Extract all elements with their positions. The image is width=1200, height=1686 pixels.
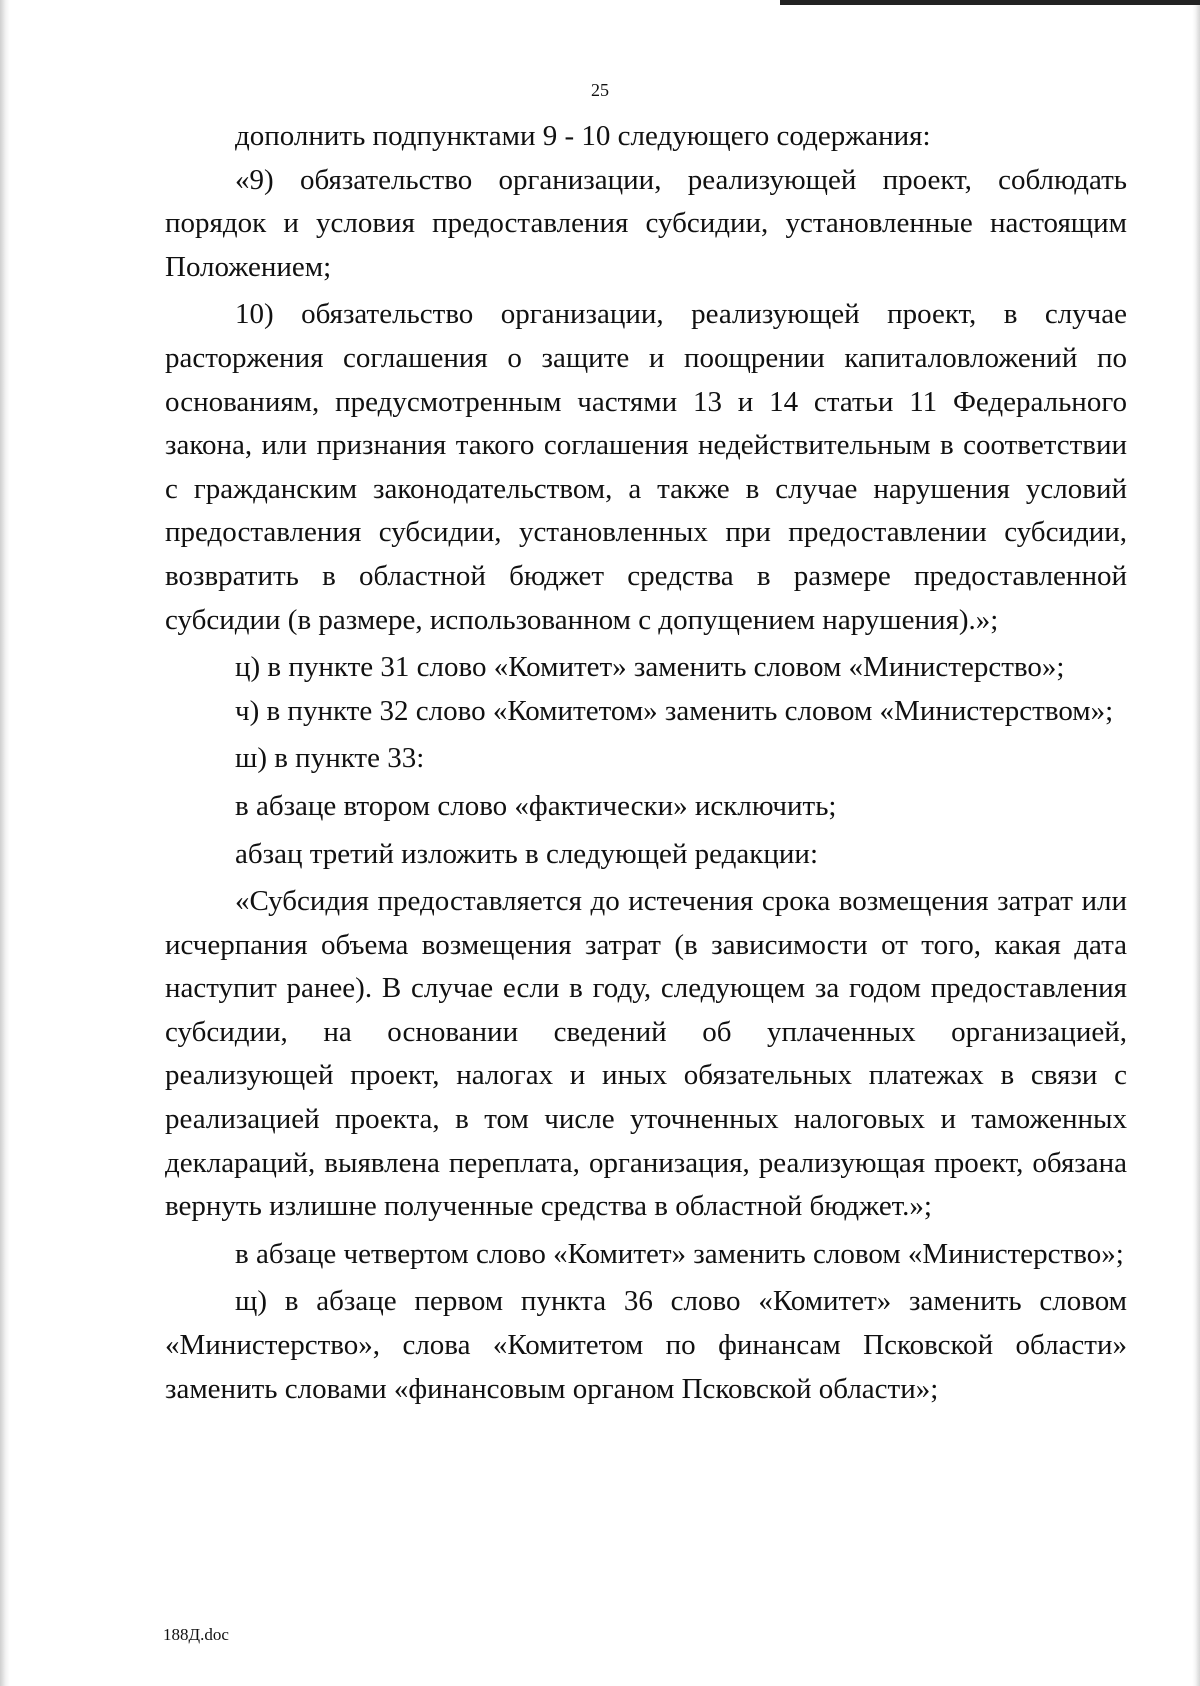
page-number: 25 [591, 80, 609, 100]
scan-edge-right [1192, 0, 1200, 1686]
paragraph-abzac-fourth: в абзаце четвертом слово «Комитет» заменить словом «Министерство»; [235, 1237, 1124, 1270]
document-body [165, 115, 1127, 1411]
paragraph-item-9: «9) обязательство организации, реализующей проект, соблюдать порядок и условия предоставления субсидии, установленные настоящим Положением; [165, 163, 1127, 283]
scan-top-line [780, 0, 1200, 5]
paragraph-intro: дополнить подпунктами 9 - 10 следующего содержания: [235, 120, 931, 152]
paragraph-subitem-ts: ц) в пункте 31 слово «Комитет» заменить словом «Министерство»; [235, 651, 1065, 684]
paragraph-subsidy-text: «Субсидия предоставляется до истечения срока возмещения затрат или исчерпания объема возмещения затрат (в зависимости от того, какая дата наступит ранее). В случае если в году, следующем за годом предоставления субсидии, на основании сведений об уплаченных организацией, реализующей проект, налогах и иных обязательных платежах в связи с реализацией проекта, в том числе уточненных налоговых и таможенных деклараций, выявлена переплата, организация, реализующая проект, обязана вернуть излишне полученные средства в областной бюджет.»; [165, 885, 1127, 1223]
paragraph-abzac-second: в абзаце втором слово «фактически» исключить; [235, 789, 837, 822]
scan-edge-left [0, 0, 10, 1686]
paragraph-abzac-third: абзац третий изложить в следующей редакции: [235, 837, 819, 870]
paragraph-item-10: 10) обязательство организации, реализующей проект, в случае расторжения соглашения о защите и поощрении капиталовложений по основаниям, предусмотренным частями 13 и 14 статьи 11 Федерального закона, или признания такого соглашения недействительным в соответствии с гражданским законодательством, а также в случае нарушения условий предоставления субсидии, установленных при предоставлении субсидии, возвратить в областной бюджет средства в размере предоставленной субсидии (в размере, использованном с допущением нарушения).»; [165, 298, 1127, 636]
paragraph-subitem-sh: ш) в пункте 33: [235, 742, 425, 775]
footer-file-code: 188Д.doc [163, 1625, 229, 1644]
paragraph-subitem-shch: щ) в абзаце первом пункта 36 слово «Комитет» заменить словом «Министерство», слова «Комитетом по финансам Псковской области» заменить словами «финансовым органом Псковской области»; [165, 1285, 1127, 1405]
paragraph-subitem-ch: ч) в пункте 32 слово «Комитетом» заменить словом «Министерством»; [235, 694, 1114, 727]
